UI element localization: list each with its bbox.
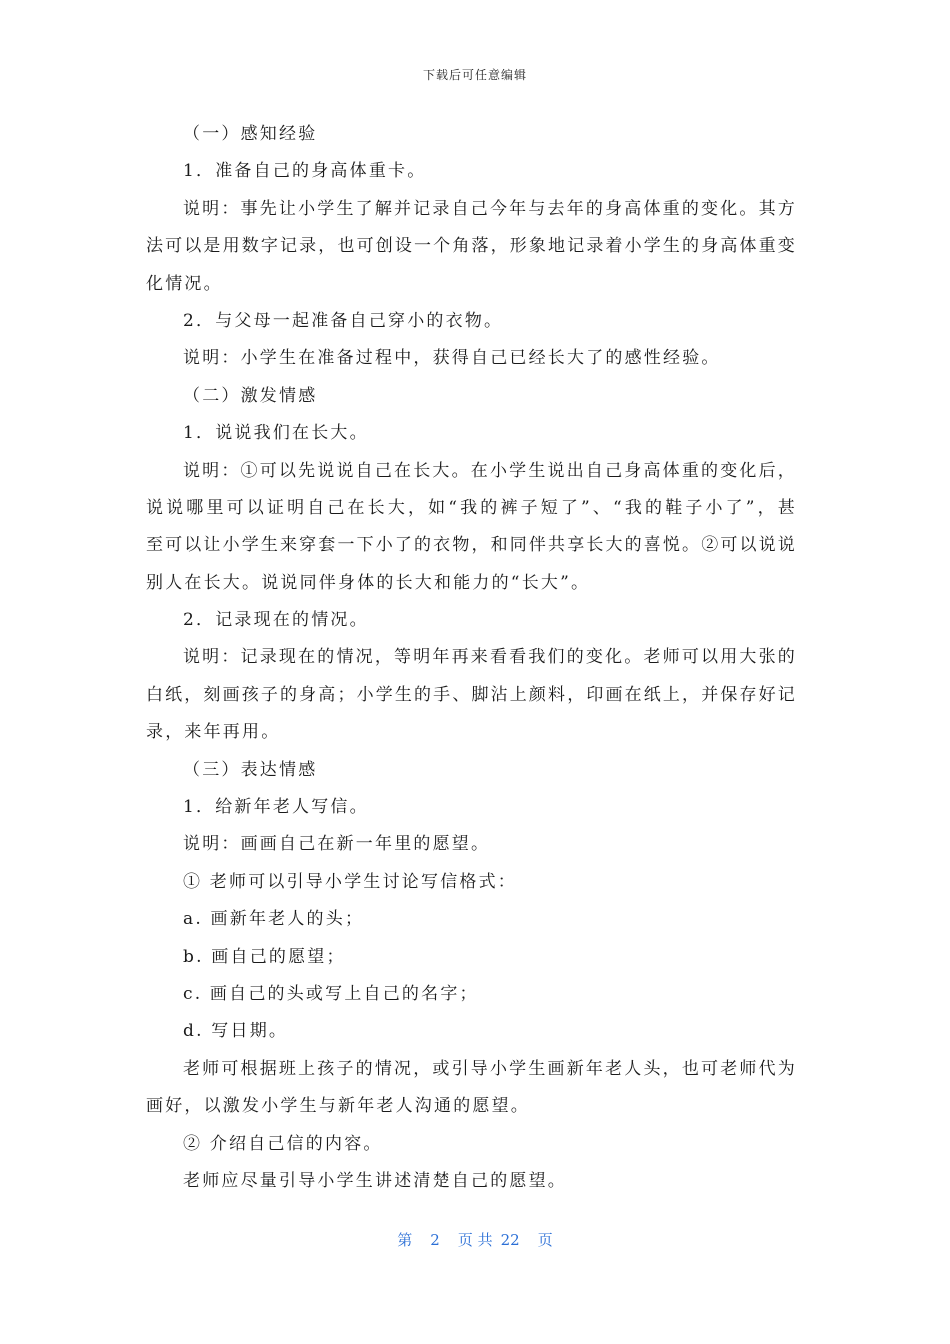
paragraph-line: 2．记录现在的情况。 (183, 610, 369, 631)
paragraph-line: 说明：小学生在准备过程中，获得自己已经长大了的感性经验。 (183, 348, 721, 369)
paragraph-line: ② 介绍自己信的内容。 (183, 1133, 383, 1154)
paragraph-line: d. 写日期。 (183, 1021, 289, 1042)
paragraph-line: 说明：画画自己在新一年里的愿望。 (183, 834, 491, 855)
paragraph-line: 老师应尽量引导小学生讲述清楚自己的愿望。 (183, 1170, 567, 1191)
paragraph-line: 画好，以激发小学生与新年老人沟通的愿望。 (146, 1096, 530, 1117)
paragraph-line: 白纸，刻画孩子的身高；小学生的手、脚沾上颜料，印画在纸上，并保存好记 (146, 684, 796, 705)
page-label-suffix: 页 (537, 1231, 553, 1249)
paragraph-line: 2．与父母一起准备自己穿小的衣物。 (183, 310, 504, 331)
page-header: 下载后可任意编辑 (422, 68, 527, 82)
paragraph-line: 说明：事先让小学生了解并记录自己今年与去年的身高体重的变化。其方 (183, 198, 796, 219)
paragraph-line: b. 画自己的愿望； (183, 946, 346, 967)
paragraph-line: 法可以是用数字记录，也可创设一个角落，形象地记录着小学生的身高体重变 (146, 236, 796, 257)
paragraph-line: 说明：记录现在的情况，等明年再来看看我们的变化。老师可以用大张的 (183, 647, 796, 668)
paragraph-line: c. 画自己的头或写上自己的名字； (183, 983, 479, 1004)
page-total: 22 (500, 1231, 520, 1249)
paragraph-line: （二）激发情感 (183, 385, 318, 406)
paragraph-line: （一）感知经验 (183, 124, 318, 144)
paragraph-line: 录，来年再用。 (146, 722, 281, 743)
page-footer (0, 1229, 950, 1250)
paragraph-line: 老师可根据班上孩子的情况，或引导小学生画新年老人头，也可老师代为 (183, 1058, 796, 1079)
paragraph-line: （三）表达情感 (183, 759, 318, 780)
paragraph-line: 别人在长大。说说同伴身体的长大和能力的“长大”。 (146, 572, 591, 593)
paragraph-line: 说说哪里可以证明自己在长大，如“我的裤子短了”、“我的鞋子小了”，甚 (146, 497, 796, 518)
paragraph-line: 至可以让小学生来穿套一下小了的衣物，和同伴共享长大的喜悦。②可以说说 (146, 535, 796, 556)
paragraph-line: 1．准备自己的身高体重卡。 (183, 161, 427, 182)
document-body (146, 116, 796, 1200)
paragraph-line: ① 老师可以引导小学生讨论写信格式： (183, 871, 518, 892)
paragraph-line: 1．给新年老人写信。 (183, 797, 369, 818)
paragraph-line: a. 画新年老人的头； (183, 909, 365, 930)
page-label-prefix: 第 (397, 1231, 413, 1249)
page-label-of: 页 共 (457, 1231, 493, 1249)
paragraph-line: 说明：①可以先说说自己在长大。在小学生说出自己身高体重的变化后， (183, 460, 796, 481)
paragraph-line: 1．说说我们在长大。 (183, 423, 369, 444)
paragraph-line: 化情况。 (146, 273, 223, 294)
page-number: 2 (430, 1231, 440, 1249)
